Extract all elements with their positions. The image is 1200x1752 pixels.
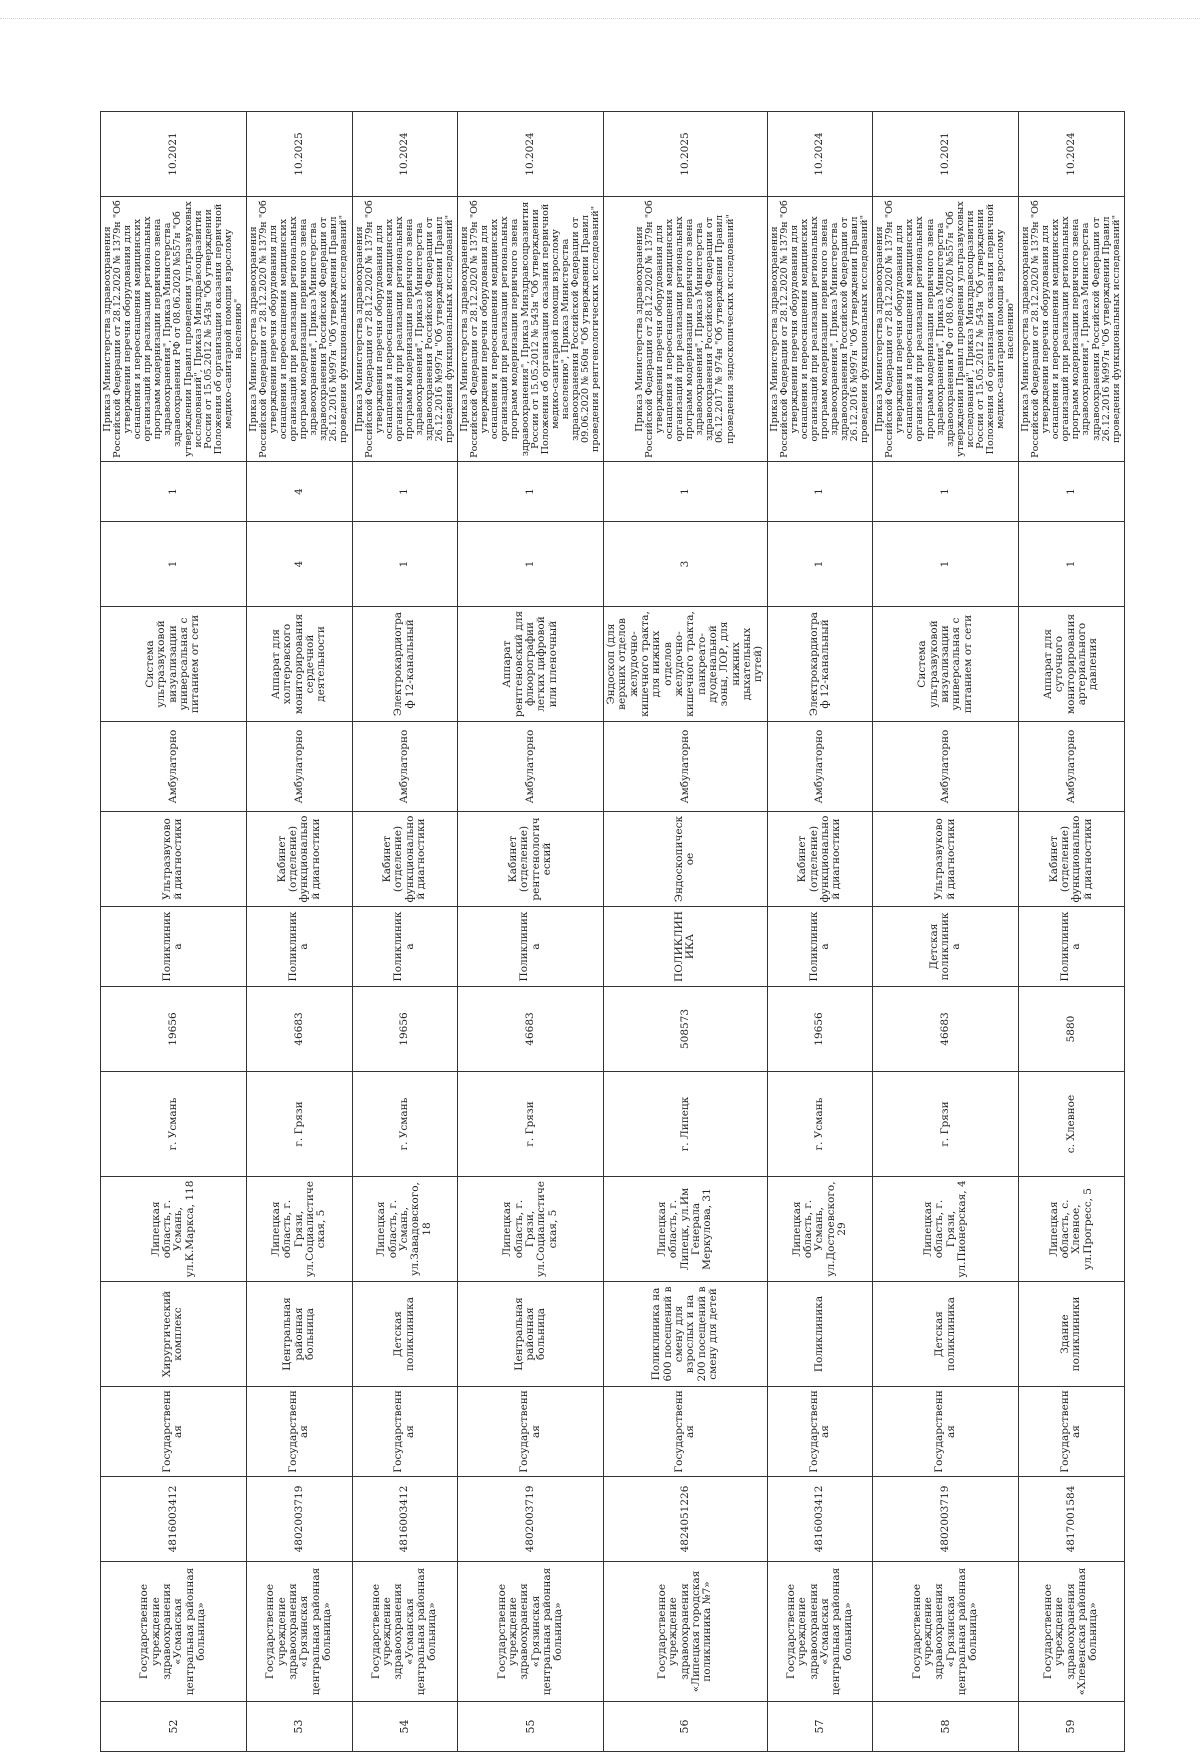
address-cell: Липецкая область, г. Усмань, ул.Достоевского, 29 <box>767 1177 873 1282</box>
ownership-cell: Государственная <box>246 1387 352 1477</box>
row-number-cell: 54 <box>352 1702 458 1752</box>
care-form-cell: Амбулаторно <box>246 722 352 812</box>
table-row <box>604 112 768 1752</box>
quantity-replace-cell: 1 <box>352 462 458 522</box>
building-cell: Поликлиника на 600 посещений в смену для взрослых и на 200 посещений в смену для детей <box>604 1282 768 1387</box>
ownership-cell: Государственная <box>873 1387 1019 1477</box>
settlement-cell: г. Грязи <box>873 1072 1019 1177</box>
quantity-replace-cell: 1 <box>1019 462 1125 522</box>
department-cell: Ультразвуковой диагностики <box>873 812 1019 907</box>
date-cell: 10.2024 <box>1019 112 1125 197</box>
legal-basis-cell: Приказ Министерства здравоохранения Российской Федерации от 28.12.2020 № 1379н "Об утверждении перечня оборудования для оснащения и переоснащения медицинских организаций при реализации региональных программ модернизации первичного звена здравоохранения", Приказ Министерства здравоохранения Российской Федерации от 06.12.2017 № 974н "Об утверждении Правил проведения эндоскопических исследований" <box>604 197 768 462</box>
row-number-cell: 55 <box>458 1702 604 1752</box>
quantity-replace-cell: 1 <box>458 462 604 522</box>
quantity-required-cell: 1 <box>352 522 458 607</box>
ownership-cell: Государственная <box>767 1387 873 1477</box>
row-number-cell: 58 <box>873 1702 1019 1752</box>
address-cell: Липецкая область, г. Грязи, ул.Социалистическая, 5 <box>458 1177 604 1282</box>
population-cell: 19656 <box>101 987 247 1072</box>
care-form-cell: Амбулаторно <box>767 722 873 812</box>
row-number-cell: 53 <box>246 1702 352 1752</box>
quantity-replace-cell: 1 <box>873 462 1019 522</box>
address-cell: Липецкая область, г. Грязи, ул.Пионерская, 4 <box>873 1177 1019 1282</box>
address-cell: Липецкая область, с. Хлевное, ул.Прогресс, 5 <box>1019 1177 1125 1282</box>
building-cell: Здание поликлиники <box>1019 1282 1125 1387</box>
building-cell: Центральная районная больница <box>458 1282 604 1387</box>
address-cell: Липецкая область, г. Липецк, ул.Им Генерала Меркулова, 31 <box>604 1177 768 1282</box>
population-cell: 5880 <box>1019 987 1125 1072</box>
legal-basis-cell: Приказ Министерства здравоохранения Российской Федерации от 28.12.2020 № 1379н "Об утверждении перечня оборудования для оснащения и переоснащения медицинских организаций при реализации региональных программ модернизации первичного звена здравоохранения", Приказ Министерства здравоохранения РФ от 08.06.2020 №557н "Об утверждении Правил проведения ультразвуковых исследований", Приказ Минздравсоцразвития России от 15.05.2012 № 543н "Об утверждении Положения об организации оказания первичной медико-санитарной помощи взрослому населению" <box>873 197 1019 462</box>
equipment-cell: Аппарат для суточного мониторирования артериального давления <box>1019 607 1125 722</box>
quantity-replace-cell: 1 <box>767 462 873 522</box>
care-form-cell: Амбулаторно <box>352 722 458 812</box>
inn-cell: 4816003412 <box>101 1477 247 1562</box>
date-cell: 10.2025 <box>246 112 352 197</box>
care-form-cell: Амбулаторно <box>604 722 768 812</box>
settlement-cell: г. Липецк <box>604 1072 768 1177</box>
row-number-cell: 52 <box>101 1702 247 1752</box>
quantity-required-cell: 3 <box>604 522 768 607</box>
organization-cell: Государственное учреждение здравоохранения «Усманская центральная районная больница» <box>767 1562 873 1702</box>
address-cell: Липецкая область, г. Усмань, ул.К.Маркса, 118 <box>101 1177 247 1282</box>
date-cell: 10.2024 <box>458 112 604 197</box>
table-body <box>101 112 1125 1752</box>
settlement-cell: г. Усмань <box>767 1072 873 1177</box>
legal-basis-cell: Приказ Министерства здравоохранения Российской Федерации от 28.12.2020 № 1379н "Об утверждении перечня оборудования для оснащения и переоснащения медицинских организаций при реализации региональных программ модернизации первичного звена здравоохранения", Приказ Минздравсоцразвития России от 15.05.2012 № 543н "Об утверждении Положения об организации оказания первичной медико-санитарной помощи взрослому населению", Приказ Министерства здравоохранения Российской Федерации от 09.06.2020 № 560н "Об утверждении Правил проведения рентгенологических исследований" <box>458 197 604 462</box>
care-form-cell: Амбулаторно <box>1019 722 1125 812</box>
legal-basis-cell: Приказ Министерства здравоохранения Российской Федерации от 28.12.2020 № 1379н "Об утверждении перечня оборудования для оснащения и переоснащения медицинских организаций при реализации региональных программ модернизации первичного звена здравоохранения", Приказ Министерства здравоохранения Российской Федерации от 26.12.2016 №997н "Об утверждении Правил проведения функциональных исследований" <box>352 197 458 462</box>
inn-cell: 4817001584 <box>1019 1477 1125 1562</box>
date-cell: 10.2021 <box>101 112 247 197</box>
inn-cell: 4816003412 <box>352 1477 458 1562</box>
care-form-cell: Амбулаторно <box>458 722 604 812</box>
care-form-cell: Амбулаторно <box>101 722 247 812</box>
care-form-cell: Амбулаторно <box>873 722 1019 812</box>
unit-cell: Поликлиника <box>246 907 352 987</box>
population-cell: 19656 <box>767 987 873 1072</box>
unit-cell: Поликлиника <box>101 907 247 987</box>
organization-cell: Государственное учреждение здравоохранения «Усманская центральная районная больница» <box>352 1562 458 1702</box>
settlement-cell: г. Усмань <box>352 1072 458 1177</box>
department-cell: Кабинет (отделение) функциональной диагностики <box>1019 812 1125 907</box>
inn-cell: 4824051226 <box>604 1477 768 1562</box>
building-cell: Детская поликлиника <box>352 1282 458 1387</box>
ownership-cell: Государственная <box>101 1387 247 1477</box>
unit-cell: Поликлиника <box>1019 907 1125 987</box>
building-cell: Поликлиника <box>767 1282 873 1387</box>
department-cell: Кабинет (отделение) функциональной диагностики <box>767 812 873 907</box>
equipment-cell: Аппарат рентгеновский для флюорографии легких цифровой или пленочный <box>458 607 604 722</box>
settlement-cell: г. Грязи <box>458 1072 604 1177</box>
organization-cell: Государственное учреждение здравоохранения «Грязинская центральная районная больница» <box>873 1562 1019 1702</box>
legal-basis-cell: Приказ Министерства здравоохранения Российской Федерации от 28.12.2020 № 1379н "Об утверждении перечня оборудования для оснащения и переоснащения медицинских организаций при реализации региональных программ модернизации первичного звена здравоохранения", Приказ Министерства здравоохранения Российской Федерации от 26.12.2016 №997н "Об утверждении Правил проведения функциональных исследований" <box>767 197 873 462</box>
equipment-table <box>100 111 1125 1752</box>
date-cell: 10.2024 <box>352 112 458 197</box>
organization-cell: Государственное учреждение здравоохранения «Грязинская центральная районная больница» <box>246 1562 352 1702</box>
legal-basis-cell: Приказ Министерства здравоохранения Российской Федерации от 28.12.2020 № 1379н "Об утверждении перечня оборудования для оснащения и переоснащения медицинских организаций при реализации региональных программ модернизации первичного звена здравоохранения", Приказ Министерства здравоохранения Российской Федерации от 26.12.2016 №997н "Об утверждении Правил проведения функциональных исследований" <box>1019 197 1125 462</box>
table-row <box>767 112 873 1752</box>
settlement-cell: с. Хлевное <box>1019 1072 1125 1177</box>
table-row <box>1019 112 1125 1752</box>
unit-cell: ПОЛИКЛИНИКА <box>604 907 768 987</box>
inn-cell: 4802003719 <box>458 1477 604 1562</box>
department-cell: Эндоскопическое <box>604 812 768 907</box>
organization-cell: Государственное учреждение здравоохранения «Хлевенская районная больница» <box>1019 1562 1125 1702</box>
date-cell: 10.2021 <box>873 112 1019 197</box>
quantity-replace-cell: 4 <box>246 462 352 522</box>
row-number-cell: 56 <box>604 1702 768 1752</box>
date-cell: 10.2024 <box>767 112 873 197</box>
quantity-required-cell: 1 <box>1019 522 1125 607</box>
legal-basis-cell: Приказ Министерства здравоохранения Российской Федерации от 28.12.2020 № 1379н "Об утверждении перечня оборудования для оснащения и переоснащения медицинских организаций при реализации региональных программ модернизации первичного звена здравоохранения", Приказ Министерства здравоохранения Российской Федерации от 26.12.2016 №997н "Об утверждении Правил проведения функциональных исследований" <box>246 197 352 462</box>
unit-cell: Поликлиника <box>458 907 604 987</box>
department-cell: Кабинет (отделение) рентгенологический <box>458 812 604 907</box>
building-cell: Хирургический комплекс <box>101 1282 247 1387</box>
ownership-cell: Государственная <box>1019 1387 1125 1477</box>
quantity-required-cell: 1 <box>458 522 604 607</box>
table-row <box>246 112 352 1752</box>
quantity-replace-cell: 1 <box>604 462 768 522</box>
table-row <box>873 112 1019 1752</box>
ownership-cell: Государственная <box>604 1387 768 1477</box>
equipment-cell: Эндоскоп (для верхних отделов желудочно-кишечного тракта, для нижних отделов желудочно-кишечного тракта, панкреато-дуоденальной зоны, ЛОР, для нижних дыхательных путей) <box>604 607 768 722</box>
equipment-cell: Электрокардиограф 12-канальный <box>767 607 873 722</box>
rotated-table-sheet <box>100 112 1122 1752</box>
ownership-cell: Государственная <box>352 1387 458 1477</box>
quantity-required-cell: 1 <box>101 522 247 607</box>
equipment-cell: Аппарат для холтеровского мониторирования сердечной деятельности <box>246 607 352 722</box>
ownership-cell: Государственная <box>458 1387 604 1477</box>
population-cell: 46683 <box>246 987 352 1072</box>
department-cell: Кабинет (отделение) функциональной диагностики <box>246 812 352 907</box>
quantity-required-cell: 1 <box>873 522 1019 607</box>
address-cell: Липецкая область, г. Грязи, ул.Социалистическая, 5 <box>246 1177 352 1282</box>
legal-basis-cell: Приказ Министерства здравоохранения Российской Федерации от 28.12.2020 № 1379н "Об утверждении перечня оборудования для оснащения и переоснащения медицинских организаций при реализации региональных программ модернизации первичного звена здравоохранения", Приказ Министерства здравоохранения РФ от 08.06.2020 №557н "Об утверждении Правил проведения ультразвуковых исследований", Приказ Минздравсоцразвития России от 15.05.2012 № 543н "Об утверждении Положения об организации оказания первичной медико-санитарной помощи взрослому населению" <box>101 197 247 462</box>
department-cell: Кабинет (отделение) функциональной диагностики <box>352 812 458 907</box>
equipment-cell: Система ультразвуковой визуализации универсальная с питанием от сети <box>101 607 247 722</box>
quantity-replace-cell: 1 <box>101 462 247 522</box>
unit-cell: Детская поликлиника <box>873 907 1019 987</box>
unit-cell: Поликлиника <box>352 907 458 987</box>
settlement-cell: г. Усмань <box>101 1072 247 1177</box>
population-cell: 19656 <box>352 987 458 1072</box>
address-cell: Липецкая область, г. Усмань, ул.Завадовского, 18 <box>352 1177 458 1282</box>
row-number-cell: 57 <box>767 1702 873 1752</box>
quantity-required-cell: 4 <box>246 522 352 607</box>
department-cell: Ультразвуковой диагностики <box>101 812 247 907</box>
top-divider <box>0 18 1200 19</box>
equipment-cell: Электрокардиограф 12-канальный <box>352 607 458 722</box>
organization-cell: Государственное учреждение здравоохранения «Усманская центральная районная больница» <box>101 1562 247 1702</box>
date-cell: 10.2025 <box>604 112 768 197</box>
settlement-cell: г. Грязи <box>246 1072 352 1177</box>
population-cell: 46683 <box>873 987 1019 1072</box>
building-cell: Детская поликлиника <box>873 1282 1019 1387</box>
row-number-cell: 59 <box>1019 1702 1125 1752</box>
table-row <box>352 112 458 1752</box>
population-cell: 46683 <box>458 987 604 1072</box>
organization-cell: Государственное учреждение здравоохранения «Липецкая городская поликлиника №7» <box>604 1562 768 1702</box>
equipment-cell: Система ультразвуковой визуализации универсальная с питанием от сети <box>873 607 1019 722</box>
quantity-required-cell: 1 <box>767 522 873 607</box>
inn-cell: 4816003412 <box>767 1477 873 1562</box>
inn-cell: 4802003719 <box>246 1477 352 1562</box>
table-row <box>101 112 247 1752</box>
unit-cell: Поликлиника <box>767 907 873 987</box>
inn-cell: 4802003719 <box>873 1477 1019 1562</box>
table-row <box>458 112 604 1752</box>
population-cell: 508573 <box>604 987 768 1072</box>
organization-cell: Государственное учреждение здравоохранения «Грязинская центральная районная больница» <box>458 1562 604 1702</box>
building-cell: Центральная районная больница <box>246 1282 352 1387</box>
